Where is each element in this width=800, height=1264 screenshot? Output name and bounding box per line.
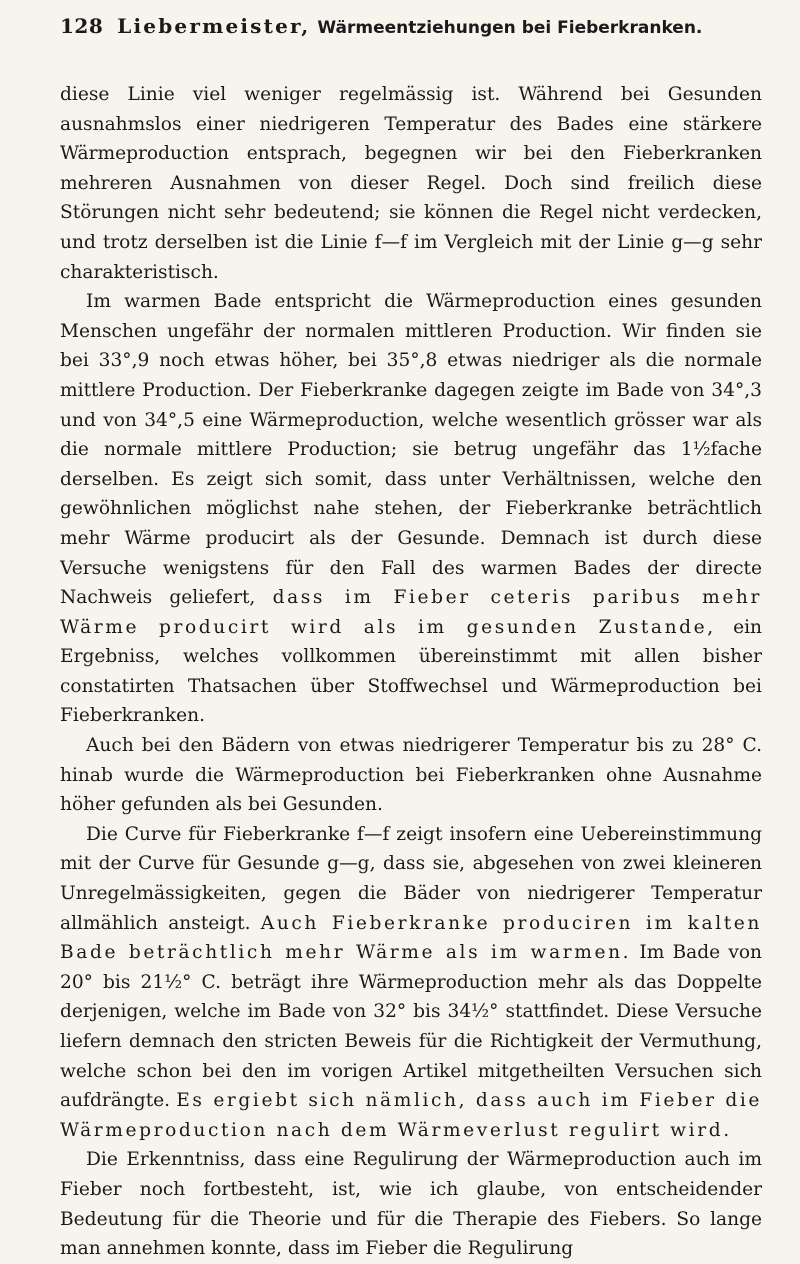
paragraph (60, 80, 762, 287)
paragraph-text: ein Ergebniss, welches vollkommen übereinstimmt mit allen bisher constatirten Thatsachen über Stoffwechsel und Wärmeproduction bei Fieberkranken. (60, 616, 762, 727)
paragraph (60, 287, 762, 731)
spaced-emphasis-text: Auch Fieberkranke produciren im kalten Bade beträchtlich mehr Wärme als im warmen. (60, 912, 762, 964)
body-text (60, 80, 762, 1264)
paragraph-text: Im warmen Bade entspricht die Wärmeproduction eines gesunden Menschen ungefähr der normalen mittleren Production. Wir finden sie bei 33°,9 noch etwas höher, bei 35°,8 etwas niedriger als die normale mittlere Production. Der Fieberkranke dagegen zeigte im Bade von 34°,3 und von 34°,5 eine Wärmeproduction, welche wesentlich grösser war als die normale mittlere Production; sie betrug ungefähr das 1½fache derselben. Es zeigt sich somit, dass unter Verhältnissen, welche den gewöhnlichen möglichst nahe stehen, der Fieberkranke beträchtlich mehr Wärme producirt als der Gesunde. Demnach ist durch diese Versuche wenigstens für den Fall des warmen Bades der directe Nachweis geliefert, (60, 291, 762, 609)
paragraph-text: Die Curve für Fieberkranke f—f zeigt insofern eine Uebereinstimmung mit der Curve für Gesunde g—g, dass sie, abgesehen von zwei kleineren Unregelmässigkeiten, gegen die Bäder von niedrigerer Temperatur allmählich ansteigt. (60, 823, 762, 934)
paragraph-text: Im Bade von 20° bis 21½° C. beträgt ihre Wärmeproduction mehr als das Doppelte derjenigen, welche im Bade von 32° bis 34½° stattfindet. Diese Versuche liefern demnach den stricten Beweis für die Richtigkeit der Vermuthung, welche schon bei den im vorigen Artikel mitgetheilten Versuchen sich aufdrängte. (60, 942, 763, 1112)
paragraph-text: Die Erkenntniss, dass eine Regulirung der Wärmeproduction auch im Fieber noch fortbesteht, ist, wie ich glaube, von entscheidender Bedeutung für die Theorie und für die Therapie des Fiebers. So lange man annehmen konnte, dass im Fieber die Regulirung (60, 1149, 762, 1260)
page-number: 128 (60, 14, 104, 38)
running-header (60, 14, 760, 54)
paragraph (60, 731, 762, 820)
header-author: Liebermeister, (117, 14, 311, 38)
paragraph (60, 1145, 762, 1263)
paragraph-text: Auch bei den Bädern von etwas niedrigerer Temperatur bis zu 28° C. hinab wurde die Wärmeproduction bei Fieberkranken ohne Ausnahme höher gefunden als bei Gesunden. (60, 735, 762, 816)
header-title: Wärmeentziehungen bei Fieberkranken. (317, 18, 703, 38)
paragraph (60, 820, 762, 1146)
spaced-emphasis-text: Es ergiebt sich nämlich, dass auch im Fieber die Wärmeproduction nach dem Wärmeverlust regulirt wird. (60, 1090, 762, 1141)
paragraph-text: diese Linie viel weniger regelmässig ist. Während bei Gesunden ausnahmslos einer niedrigeren Temperatur des Bades eine stärkere Wärmeproduction entsprach, begegnen wir bei den Fieberkranken mehreren Ausnahmen von dieser Regel. Doch sind freilich diese Störungen nicht sehr bedeutend; sie können die Regel nicht verdecken, und trotz derselben ist die Linie f—f im Vergleich mit der Linie g—g sehr charakteristisch. (60, 84, 762, 283)
spaced-emphasis-text: dass im Fieber ceteris paribus mehr Wärme producirt wird als im gesunden Zustande, (60, 587, 762, 638)
